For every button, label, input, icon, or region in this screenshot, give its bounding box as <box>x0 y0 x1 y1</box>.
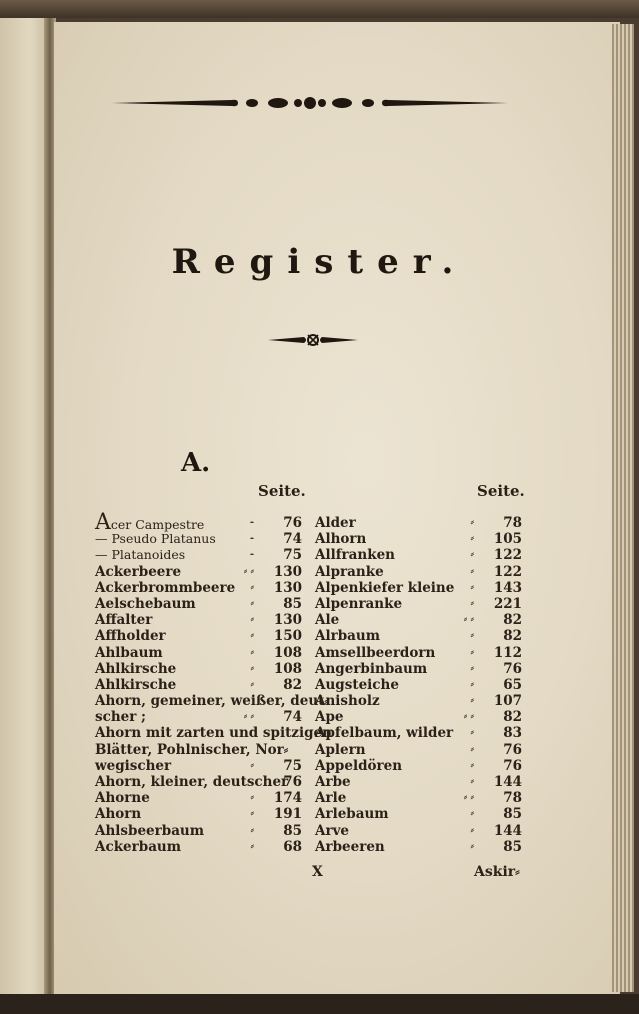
entry-name: Affalter <box>95 612 153 629</box>
entry-name: Ale <box>315 612 340 629</box>
index-entry <box>315 774 522 790</box>
leader-dash: ⸗ <box>250 597 254 609</box>
page-number: 83 <box>503 725 522 742</box>
leader-dash: ⸗ <box>250 808 254 820</box>
index-entry <box>315 547 522 563</box>
page-number: 82 <box>503 628 522 645</box>
leader-dash: ⸗ <box>470 597 474 609</box>
index-entry <box>95 742 302 758</box>
entry-name: Alpenkiefer kleine <box>315 579 455 596</box>
index-entry <box>315 790 522 806</box>
page-number: 85 <box>503 806 522 823</box>
page-number: 75 <box>283 757 302 774</box>
index-entry <box>95 612 302 628</box>
leader-dash: ⸗ <box>250 824 254 836</box>
index-entry <box>315 758 522 774</box>
right-index-column <box>315 515 522 855</box>
index-entry <box>95 564 302 580</box>
leader-dash: ⸗ <box>250 646 254 658</box>
index-entry <box>95 709 302 725</box>
leader-dash: ⸗ <box>250 630 254 642</box>
entry-name: Arve <box>315 822 350 839</box>
entry-name: Arlebaum <box>315 806 389 823</box>
index-entry <box>315 564 522 580</box>
page-number: 85 <box>283 595 302 612</box>
index-entry <box>315 612 522 628</box>
book-top-edge <box>0 0 639 18</box>
index-entry <box>95 677 302 693</box>
leader-dash: ⸗ <box>470 533 474 545</box>
index-entry <box>95 645 302 661</box>
page-number: 122 <box>493 547 522 564</box>
page-number: 74 <box>283 709 302 726</box>
entry-name: Ahlsbeerbaum <box>95 822 205 839</box>
entry-name: Ackerbaum <box>95 838 182 855</box>
index-entry <box>95 628 302 644</box>
index-entry <box>95 758 302 774</box>
page-number: 150 <box>273 628 302 645</box>
entry-name: — Pseudo Platanus <box>95 531 216 547</box>
entry-name: Alpranke <box>315 563 384 580</box>
right-column-header: Seite. <box>477 482 525 500</box>
entry-name: Ahlkirsche <box>95 660 177 677</box>
page-number: 105 <box>493 531 522 548</box>
page-number: 130 <box>273 579 302 596</box>
index-entry <box>315 693 522 709</box>
leader-dash: ⸗ <box>470 743 474 755</box>
page-number: 112 <box>493 644 522 661</box>
index-entry <box>315 628 522 644</box>
leader-dash: ⸗ <box>250 614 254 626</box>
leader-dash: ⸗ <box>470 808 474 820</box>
page-number: 85 <box>283 822 302 839</box>
leader-dash: ⸗ <box>470 630 474 642</box>
entry-name: Ahorn, kleiner, deutscher <box>95 774 289 790</box>
entry-name: Augsteiche <box>315 676 399 693</box>
page-number: 76 <box>503 741 522 758</box>
section-letter: A. <box>181 448 211 478</box>
entry-name: Ahlkirsche <box>95 676 177 693</box>
page-number: 76 <box>503 660 522 677</box>
entry-name: Allfranken <box>315 547 395 564</box>
page-number: 82 <box>503 612 522 629</box>
entry-name: Alrbaum <box>315 628 381 645</box>
entry-name: wegischer <box>95 757 172 774</box>
entry-name: Anisholz <box>315 693 380 710</box>
index-entry <box>95 839 302 855</box>
leader-dash: ⸗ <box>250 792 254 804</box>
entry-name: Ahorne <box>95 790 150 807</box>
leader-dash: ⸗ <box>470 727 474 739</box>
entry-name: Ackerbeere <box>95 563 182 580</box>
index-entry <box>95 823 302 839</box>
entry-name: Ape <box>315 709 344 726</box>
index-entry <box>315 596 522 612</box>
leader-dash: - <box>249 549 254 561</box>
leader-dash: ⸗ ⸗ <box>463 614 474 626</box>
page-number: 68 <box>283 838 302 855</box>
entry-name: Aplern <box>315 741 366 758</box>
catchword: Askir⸗ <box>474 864 520 880</box>
leader-dash: ⸗ <box>470 646 474 658</box>
page-number: 130 <box>273 612 302 629</box>
page-number: 191 <box>273 806 302 823</box>
leader-dash: ⸗ ⸗ <box>463 792 474 804</box>
page-number: 144 <box>493 822 522 839</box>
entry-name: Apfelbaum, wilder <box>315 725 454 742</box>
leader-dash: ⸗ ⸗ <box>243 565 254 577</box>
leader-dash: - <box>249 533 254 545</box>
index-entry <box>315 531 522 547</box>
leader-dash: ⸗ <box>250 840 254 852</box>
small-ornament-icon <box>268 332 358 348</box>
entry-name: Aelschebaum <box>95 595 196 612</box>
page-number: 130 <box>273 563 302 580</box>
page-number: 107 <box>493 693 522 710</box>
index-entry <box>315 580 522 596</box>
signature-mark: X <box>312 864 323 880</box>
leader-dash: ⸗ <box>250 581 254 593</box>
index-entry <box>315 677 522 693</box>
page-title: Register. <box>171 242 468 282</box>
entry-name: Appeldören <box>315 757 403 774</box>
entry-name: Alpenranke <box>315 595 403 612</box>
entry-name: Ahorn, gemeiner, weißer, deut⸗ <box>95 693 329 710</box>
entry-name: Ahorn mit zarten und spitzigen <box>95 725 332 742</box>
entry-name: Acer Campestre <box>95 510 205 535</box>
page-number: 78 <box>503 515 522 531</box>
index-entry <box>95 531 302 547</box>
entry-name: Arle <box>315 790 347 807</box>
page-number: 85 <box>503 838 522 855</box>
index-entry <box>95 806 302 822</box>
leader-dash: ⸗ ⸗ <box>243 711 254 723</box>
index-entry <box>315 709 522 725</box>
page-number: 82 <box>503 709 522 726</box>
facing-page <box>0 18 50 998</box>
index-entry <box>315 661 522 677</box>
entry-name: Ahlbaum <box>95 644 163 661</box>
index-entry <box>315 839 522 855</box>
leader-dash: ⸗ <box>470 517 474 528</box>
page-number: 122 <box>493 563 522 580</box>
entry-name: Ahorn <box>95 806 142 823</box>
page-number: 74 <box>283 531 302 548</box>
index-entry <box>315 823 522 839</box>
leader-dash: ⸗ <box>470 824 474 836</box>
index-entry <box>95 510 302 535</box>
page-number: 75 <box>283 547 302 564</box>
leader-dash: ⸗ <box>250 678 254 690</box>
page-number: 174 <box>273 790 302 807</box>
leader-dash: ⸗ <box>470 678 474 690</box>
index-entry <box>95 693 329 710</box>
index-entry <box>315 725 522 741</box>
page-number: 143 <box>493 579 522 596</box>
entry-name: Arbe <box>315 774 351 790</box>
entry-name: Angerbinbaum <box>315 660 428 677</box>
index-entry <box>95 596 302 612</box>
index-entry <box>315 645 522 661</box>
page-number: 108 <box>273 660 302 677</box>
entry-name: Alder <box>315 515 356 531</box>
entry-name: Affholder <box>95 628 166 645</box>
index-entry <box>315 515 522 531</box>
entry-name: Arbeeren <box>315 838 385 855</box>
leader-dash: - <box>249 517 254 528</box>
leader-dash: ⸗ ⸗ <box>463 711 474 723</box>
book-bottom-edge <box>0 994 639 1014</box>
leader-dash: ⸗ <box>250 759 254 771</box>
page-number: 78 <box>503 790 522 807</box>
leader-dash: ⸗ <box>250 662 254 674</box>
page-number: 108 <box>273 644 302 661</box>
top-ornament-icon <box>112 90 508 116</box>
page-number: 221 <box>493 595 522 612</box>
index-entry <box>95 580 302 596</box>
index-entry <box>315 806 522 822</box>
index-entry <box>95 661 302 677</box>
index-entry <box>95 725 332 742</box>
leader-dash: ⸗ <box>470 581 474 593</box>
index-entry <box>95 547 302 563</box>
entry-name: Blätter, Pohlnischer, Nor⸗ <box>95 741 289 758</box>
leader-dash: ⸗ <box>470 776 474 787</box>
leader-dash: ⸗ <box>470 759 474 771</box>
left-column-header: Seite. <box>258 482 306 500</box>
page-number: 144 <box>493 774 522 790</box>
page-number: 65 <box>503 676 522 693</box>
leader-dash: ⸗ <box>470 840 474 852</box>
index-entry <box>315 742 522 758</box>
page-edges <box>612 24 634 992</box>
entry-name: — Platanoides <box>95 547 186 563</box>
leader-dash: ⸗ <box>470 565 474 577</box>
page-number: 76 <box>283 774 302 790</box>
entry-name: scher ; <box>95 709 147 726</box>
leader-dash: ⸗ <box>470 662 474 674</box>
leader-dash: ⸗ <box>470 695 474 707</box>
entry-name: Amsellbeerdorn <box>315 644 436 661</box>
entry-name: Ackerbrommbeere <box>95 579 236 596</box>
index-entry <box>95 774 302 790</box>
leader-dash: ⸗ <box>470 549 474 561</box>
page-number: 76 <box>503 757 522 774</box>
index-entry <box>95 790 302 806</box>
page-number: 82 <box>283 676 302 693</box>
entry-name: Alhorn <box>315 531 367 548</box>
page-number: 76 <box>283 515 302 531</box>
